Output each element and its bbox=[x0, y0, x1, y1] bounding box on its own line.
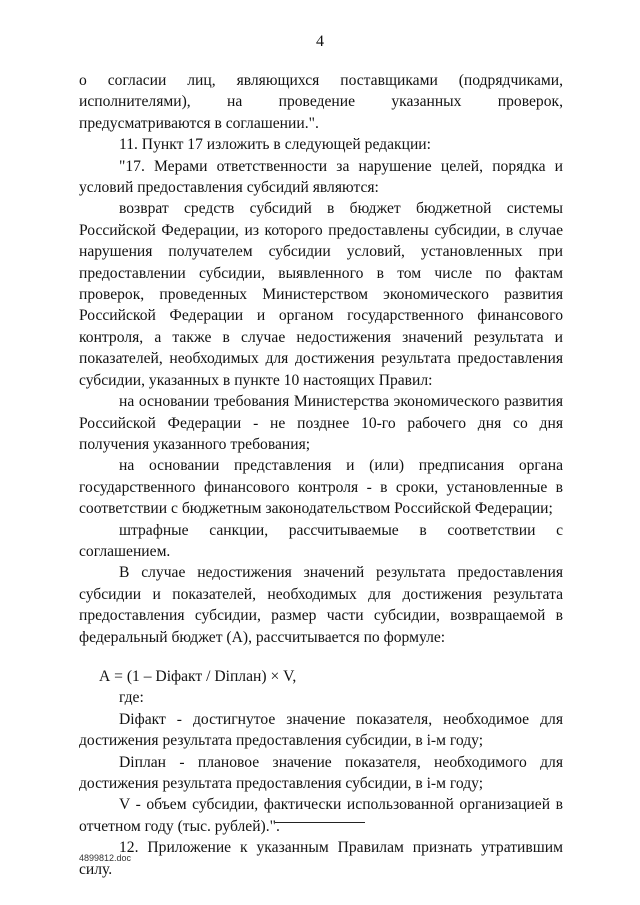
paragraph: В случае недостижения значений результата предоставления субсидии и показателей, необходимых для достижения результата предоставления субсидии, размер части субсидии, возвращаемой в федеральный бюджет (А), рассчитывается по формуле: bbox=[79, 564, 563, 646]
paragraph: 11. Пункт 17 изложить в следующей редакции: bbox=[119, 136, 431, 154]
formula: А = (1 – Diфакт / Diплан) × V, bbox=[99, 667, 297, 685]
paragraph: V - объем субсидии, фактически использованной организацией в отчетном году (тыс. рублей).". bbox=[79, 796, 563, 835]
page-number: 4 bbox=[316, 33, 324, 50]
end-divider bbox=[275, 822, 365, 823]
paragraph: Diфакт - достигнутое значение показателя, необходимое для достижения результата предоставления субсидии, в i-м году; bbox=[79, 710, 563, 750]
paragraph: возврат средств субсидий в бюджет бюджетной системы Российской Федерации, из которого предоставлены субсидии, в случае нарушения получателем субсидии условий, установленных при предоставлении субсидии, выявленного в том числе по фактам проверок, проведенных Министерством экономического развития Российской Федерации и органом государственного финансового контроля, а также в случае недостижения значений результата и показателей, необходимых для достижения результата предоставления субсидии, указанных в пункте 10 настоящих Правил: bbox=[79, 200, 563, 389]
paragraph: Diплан - плановое значение показателя, необходимого для достижения результата предоставления субсидии, в i-м году; bbox=[79, 753, 563, 792]
paragraph: где: bbox=[119, 689, 144, 707]
paragraph: штрафные санкции, рассчитываемые в соответствии с соглашением. bbox=[79, 521, 563, 560]
paragraph: "17. Мерами ответственности за нарушение целей, порядка и условий предоставления субсидий являются: bbox=[79, 157, 563, 197]
document-body bbox=[79, 70, 563, 880]
paragraph: на основании требования Министерства экономического развития Российской Федерации - не позднее 10-го рабочего дня со дня получения указанного требования; bbox=[79, 393, 563, 453]
paragraph: 12. Приложение к указанным Правилам признать утратившим силу. bbox=[79, 839, 563, 878]
document-id: 4899812.doc bbox=[79, 853, 132, 863]
paragraph: о согласии лиц, являющихся поставщиками (подрядчиками, исполнителями), на проведение указанных проверок, предусматриваются в соглашении.". bbox=[79, 72, 563, 132]
paragraph: на основании представления и (или) предписания органа государственного финансового контроля - в сроки, установленные в соответствии с бюджетным законодательством Российской Федерации; bbox=[79, 457, 563, 518]
